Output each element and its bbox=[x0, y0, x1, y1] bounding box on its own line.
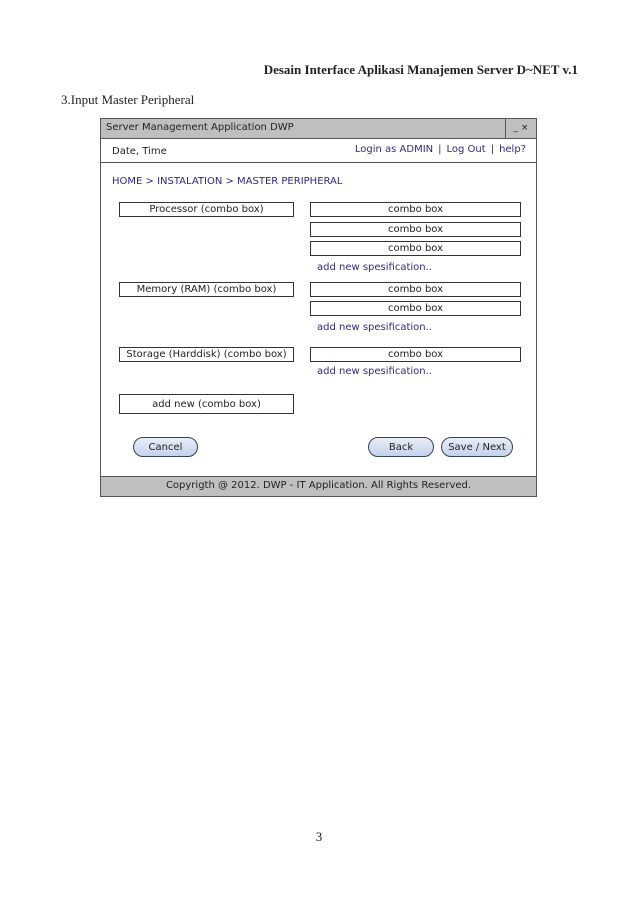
storage-combo[interactable]: Storage (Harddisk) (combo box) bbox=[119, 347, 294, 362]
cancel-button[interactable]: Cancel bbox=[133, 437, 198, 457]
separator: | bbox=[438, 144, 442, 155]
processor-combo-3[interactable]: combo box bbox=[310, 241, 521, 256]
section-title: 3.Input Master Peripheral bbox=[61, 92, 195, 107]
footer: Copyrigth @ 2012. DWP - IT Application. All Rights Reserved. bbox=[101, 476, 536, 496]
window-controls[interactable]: _ × bbox=[505, 119, 536, 138]
logout-link[interactable]: Log Out bbox=[446, 144, 486, 155]
memory-combo[interactable]: Memory (RAM) (combo box) bbox=[119, 282, 294, 297]
add-spec-storage-link[interactable]: add new spesification.. bbox=[317, 366, 432, 377]
title-bar bbox=[101, 119, 536, 139]
window-title: Server Management Application DWP bbox=[106, 122, 294, 133]
user-links bbox=[355, 144, 526, 155]
document-header: Desain Interface Aplikasi Manajemen Server D~NET v.1 bbox=[263, 62, 578, 77]
processor-combo[interactable]: Processor (combo box) bbox=[119, 202, 294, 217]
add-spec-processor-link[interactable]: add new spesification.. bbox=[317, 262, 432, 273]
processor-combo-2[interactable]: combo box bbox=[310, 222, 521, 237]
memory-combo-2[interactable]: combo box bbox=[310, 301, 521, 316]
page-number: 3 bbox=[315, 829, 323, 844]
storage-combo-1[interactable]: combo box bbox=[310, 347, 521, 362]
processor-combo-1[interactable]: combo box bbox=[310, 202, 521, 217]
help-link[interactable]: help? bbox=[499, 144, 526, 155]
separator: | bbox=[490, 144, 495, 155]
back-button[interactable]: Back bbox=[368, 437, 434, 457]
login-link[interactable]: Login as ADMIN bbox=[354, 144, 434, 155]
save-next-button[interactable]: Save / Next bbox=[441, 437, 513, 457]
add-new-combo[interactable]: add new (combo box) bbox=[119, 394, 294, 414]
memory-combo-1[interactable]: combo box bbox=[310, 282, 521, 297]
add-spec-memory-link[interactable]: add new spesification.. bbox=[317, 322, 432, 333]
date-time: Date, Time bbox=[112, 146, 167, 157]
app-window bbox=[100, 118, 537, 497]
top-bar bbox=[101, 139, 536, 163]
breadcrumb[interactable]: HOME > INSTALATION > MASTER PERIPHERAL bbox=[112, 176, 343, 187]
